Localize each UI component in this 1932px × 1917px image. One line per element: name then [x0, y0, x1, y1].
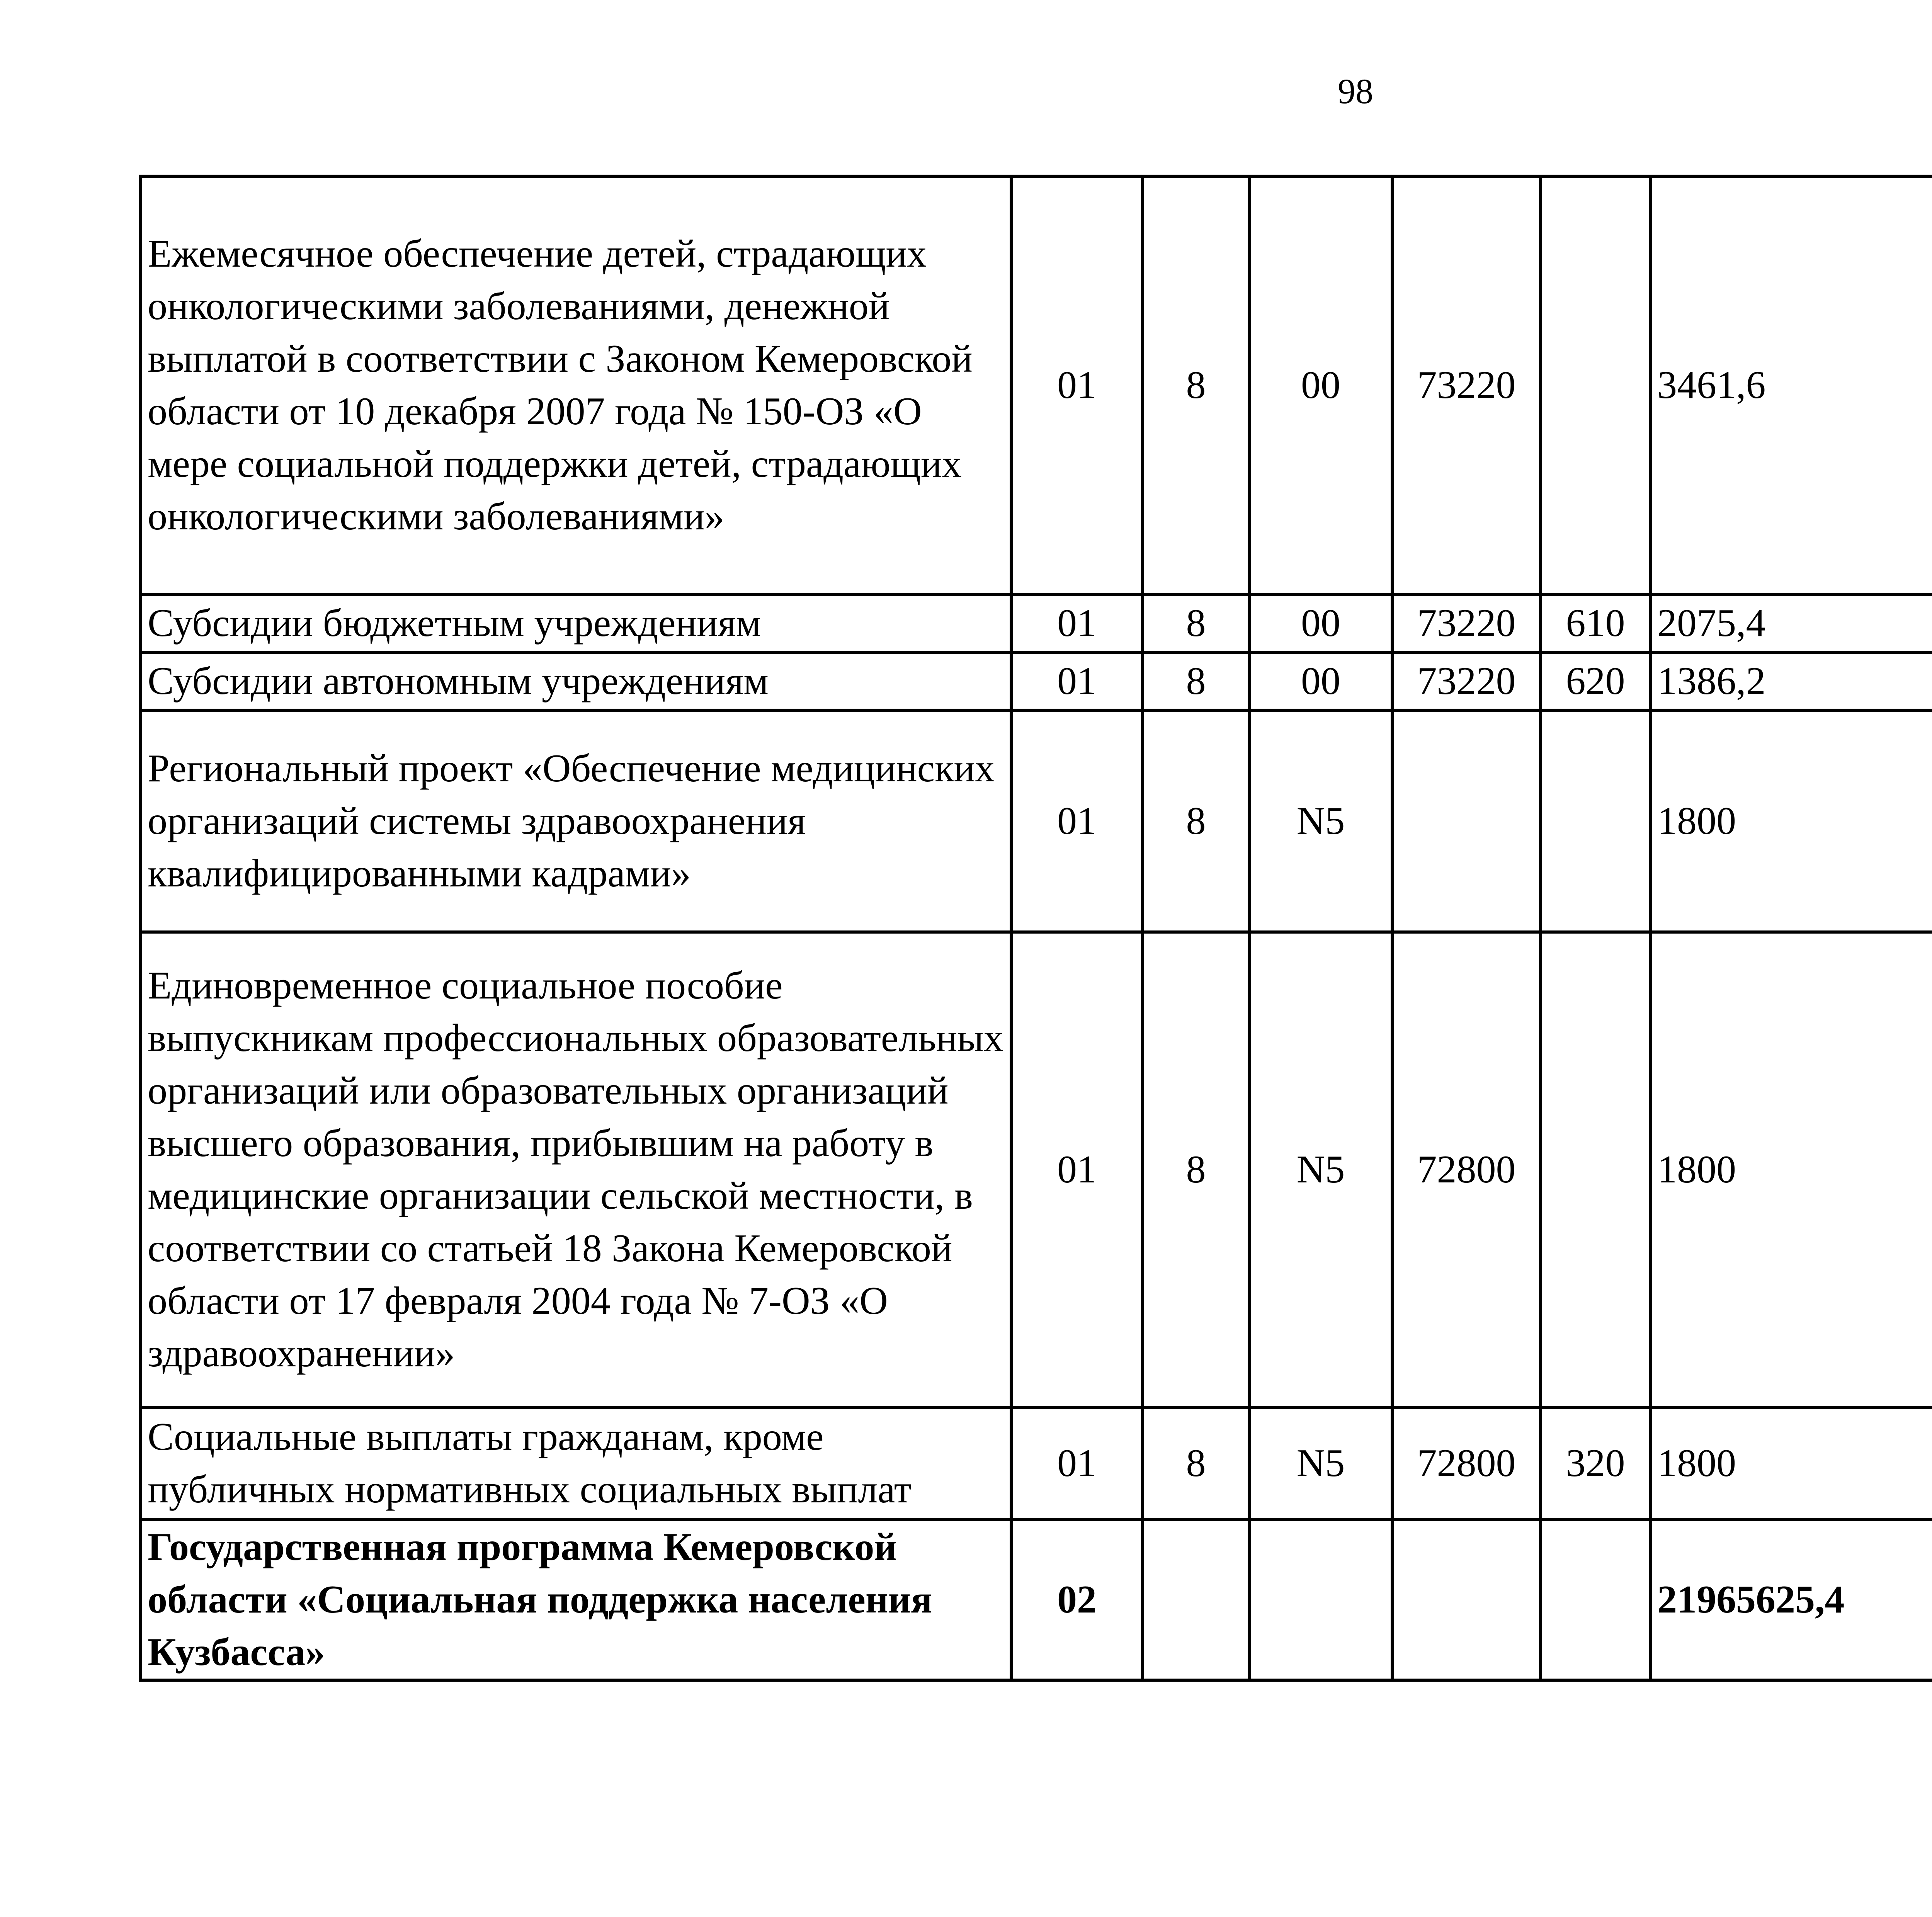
page-number: 98	[1338, 71, 1373, 111]
row-description: Субсидии автономным учреждениям	[141, 652, 1011, 710]
amount-1: 2075,4	[1650, 594, 1932, 652]
direction-code: 00	[1249, 594, 1392, 652]
table-row	[141, 1519, 1932, 1680]
row-description: Субсидии бюджетным учреждениям	[141, 594, 1011, 652]
subprogram-code	[1143, 1519, 1249, 1680]
table-row	[141, 1407, 1932, 1519]
amount-1: 1386,2	[1650, 652, 1932, 710]
subprogram-code: 8	[1143, 594, 1249, 652]
table-row	[141, 710, 1932, 932]
amount-1: 1800	[1650, 932, 1932, 1407]
table-row	[141, 932, 1932, 1407]
subprogram-code: 8	[1143, 710, 1249, 932]
table-row	[141, 176, 1932, 594]
program-code: 01	[1011, 710, 1143, 932]
amount-1: 21965625,4	[1650, 1519, 1932, 1680]
expense-code: 73220	[1392, 652, 1541, 710]
subprogram-code: 8	[1143, 932, 1249, 1407]
expense-type-code	[1541, 176, 1650, 594]
program-code: 01	[1011, 176, 1143, 594]
expense-type-code: 620	[1541, 652, 1650, 710]
table-row	[141, 594, 1932, 652]
expense-code: 73220	[1392, 594, 1541, 652]
expense-code: 72800	[1392, 1407, 1541, 1519]
amount-1: 1800	[1650, 1407, 1932, 1519]
direction-code: 00	[1249, 176, 1392, 594]
table-row	[141, 652, 1932, 710]
expense-type-code	[1541, 1519, 1650, 1680]
subprogram-code: 8	[1143, 176, 1249, 594]
expense-type-code	[1541, 710, 1650, 932]
subprogram-code: 8	[1143, 1407, 1249, 1519]
expense-code: 73220	[1392, 176, 1541, 594]
program-code: 01	[1011, 594, 1143, 652]
direction-code: N5	[1249, 710, 1392, 932]
program-code: 01	[1011, 652, 1143, 710]
program-code: 02	[1011, 1519, 1143, 1680]
program-code: 01	[1011, 1407, 1143, 1519]
direction-code: N5	[1249, 932, 1392, 1407]
row-description: Единовременное социальное пособие выпускникам профессиональных образовательных организаций или образовательных организаций высшего образования, прибывшим на работу в медицинские организации сельской местности, в соответствии со статьей 18 Закона Кемеровской области от 17 февраля 2004 года № 7-ОЗ «О здравоохранении»	[141, 932, 1011, 1407]
budget-table	[139, 175, 1932, 1682]
direction-code: N5	[1249, 1407, 1392, 1519]
direction-code: 00	[1249, 652, 1392, 710]
row-description: Региональный проект «Обеспечение медицинских организаций системы здравоохранения квалифицированными кадрами»	[141, 710, 1011, 932]
row-description: Ежемесячное обеспечение детей, страдающих онкологическими заболеваниями, денежной выплатой в соответствии с Законом Кемеровской области от 10 декабря 2007 года № 150-ОЗ «О мере социальной поддержки детей, страдающих онкологическими заболеваниями»	[141, 176, 1011, 594]
expense-type-code: 610	[1541, 594, 1650, 652]
expense-code	[1392, 710, 1541, 932]
subprogram-code: 8	[1143, 652, 1249, 710]
amount-1: 1800	[1650, 710, 1932, 932]
expense-type-code	[1541, 932, 1650, 1407]
expense-type-code: 320	[1541, 1407, 1650, 1519]
row-description: Социальные выплаты гражданам, кроме публичных нормативных социальных выплат	[141, 1407, 1011, 1519]
expense-code: 72800	[1392, 932, 1541, 1407]
direction-code	[1249, 1519, 1392, 1680]
expense-code	[1392, 1519, 1541, 1680]
program-code: 01	[1011, 932, 1143, 1407]
row-description: Государственная программа Кемеровской области «Социальная поддержка населения Кузбасса»	[141, 1519, 1011, 1680]
amount-1: 3461,6	[1650, 176, 1932, 594]
